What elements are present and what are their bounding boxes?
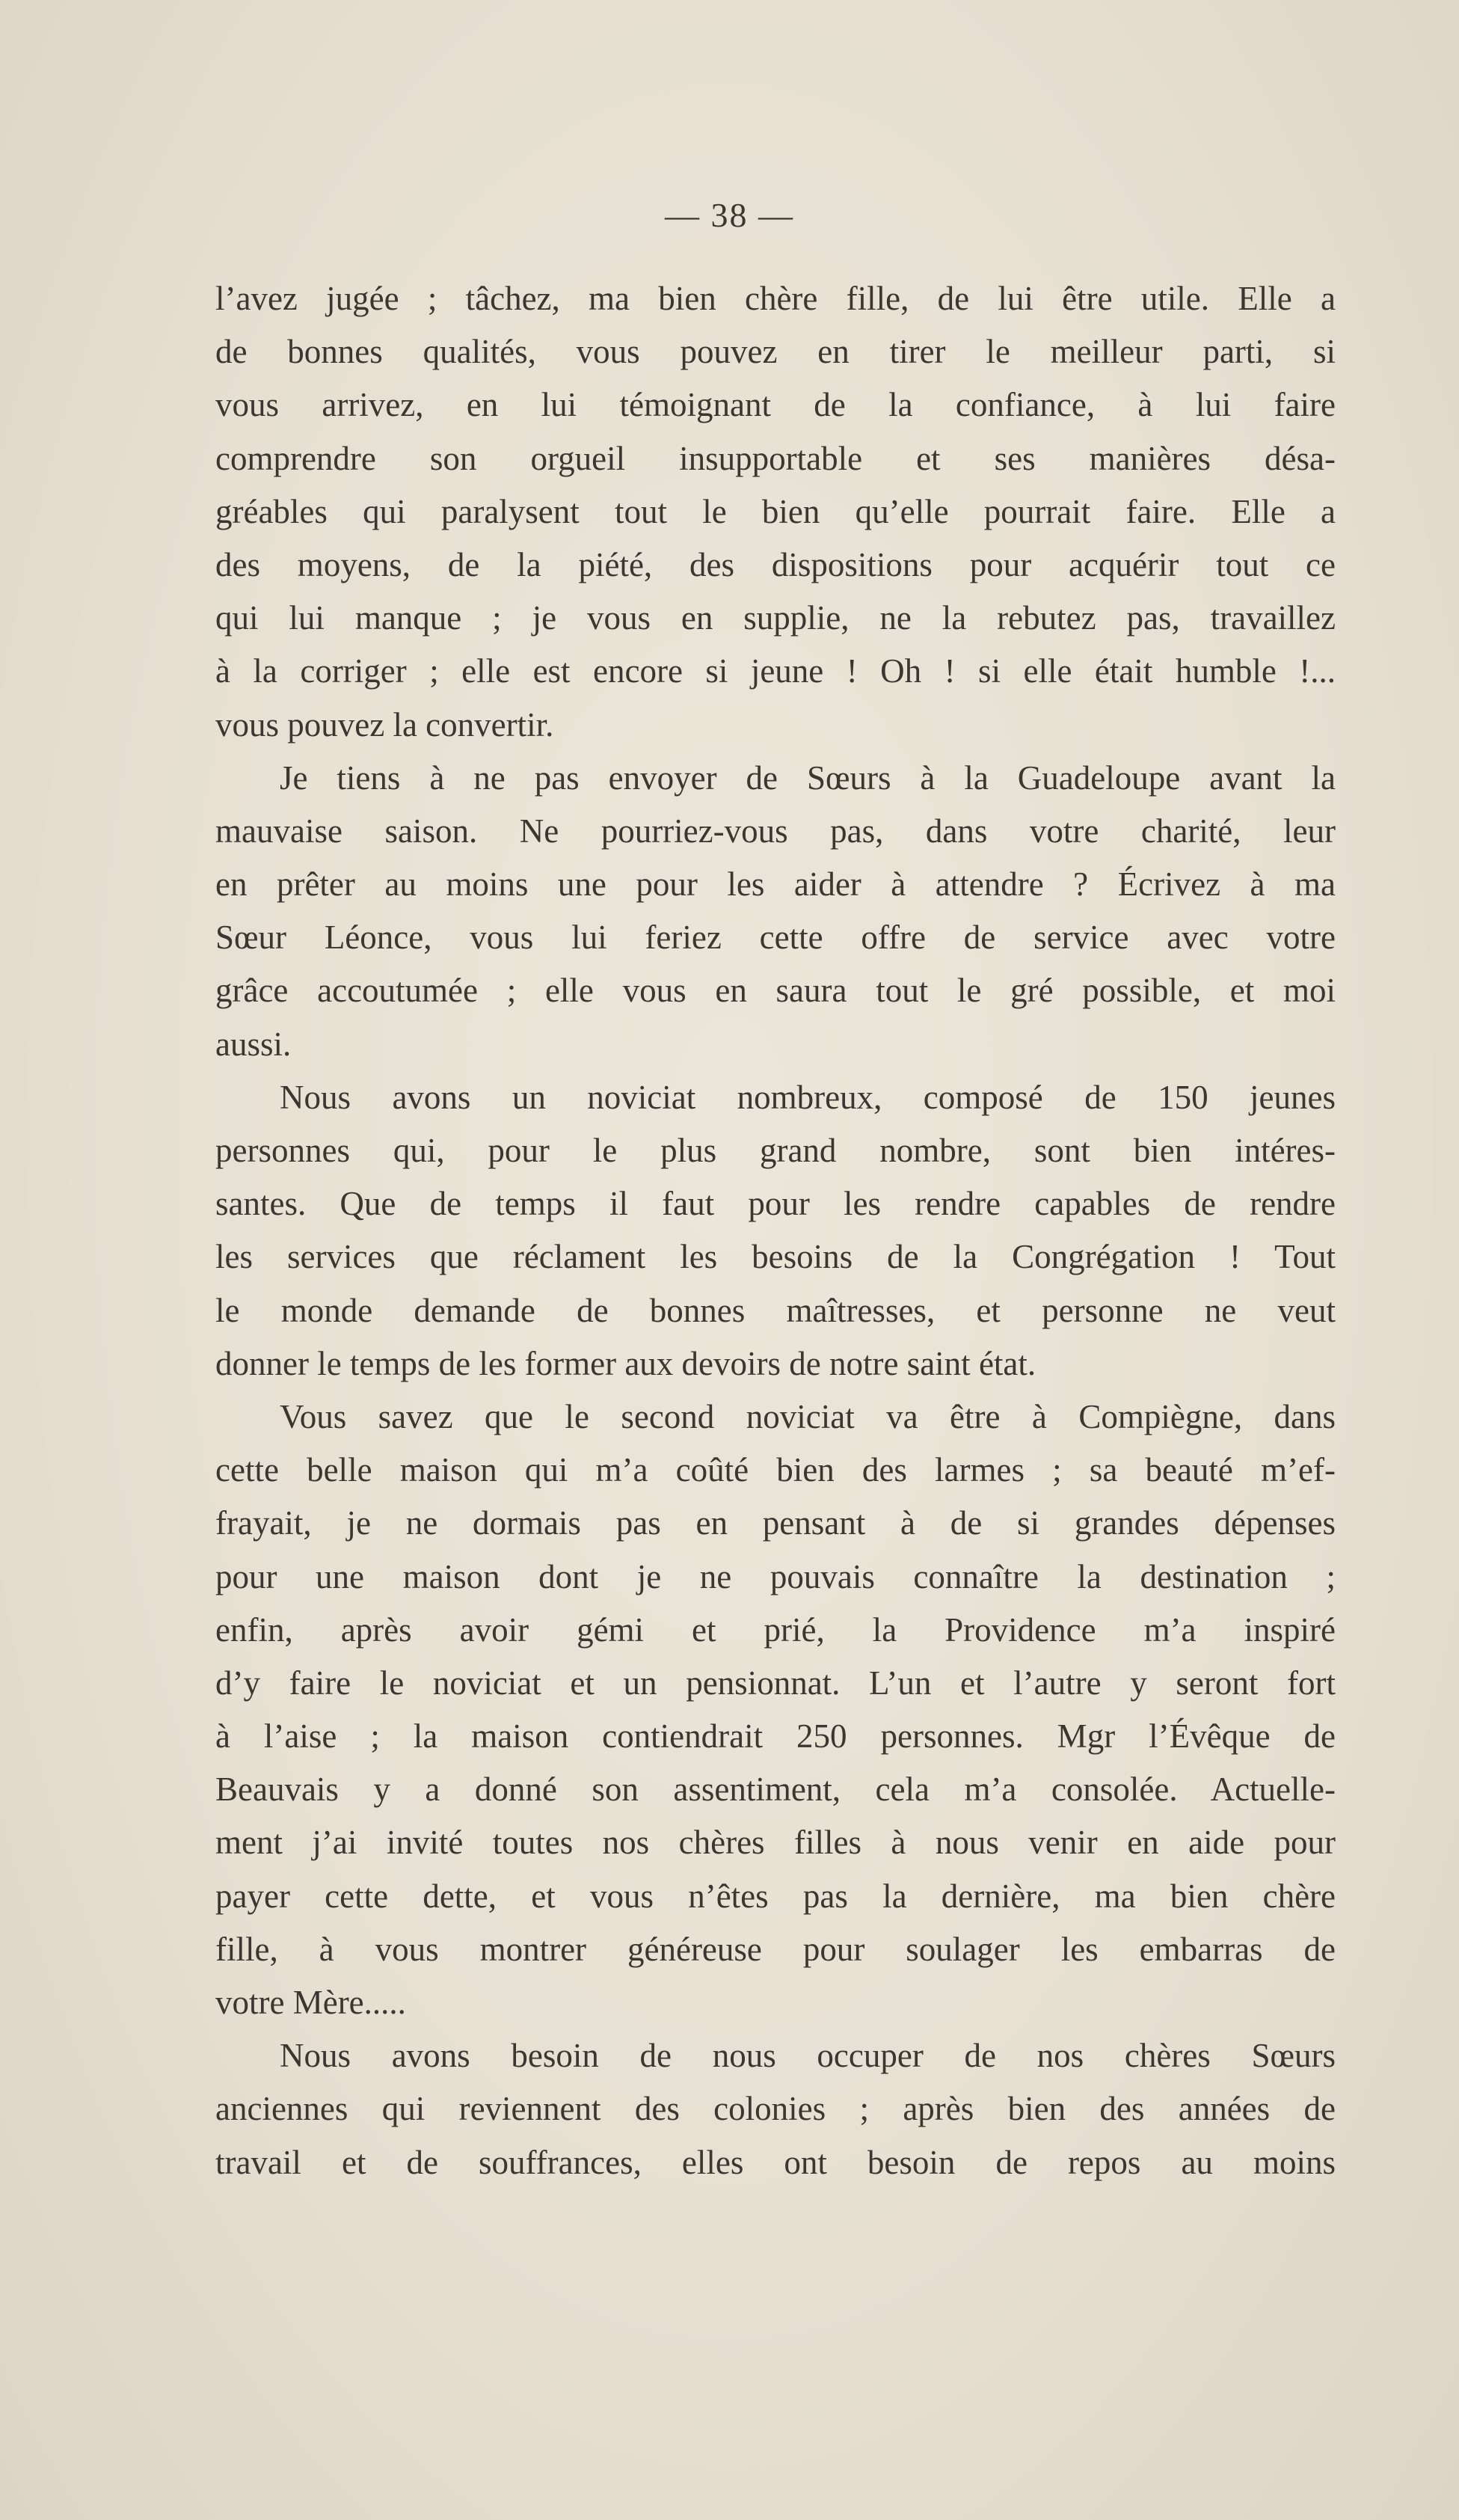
text-line: ment j’ai invité toutes nos chères filles à nous venir en aide pour xyxy=(215,1824,1336,1862)
text-line: donner le temps de les former aux devoirs de notre saint état. xyxy=(215,1344,1036,1382)
text-line: gréables qui paralysent tout le bien qu’elle pourrait faire. Elle a xyxy=(215,492,1336,530)
text-line: votre Mère..... xyxy=(215,1984,406,2021)
text-line: en prêter au moins une pour les aider à attendre ? Écrivez à ma xyxy=(215,865,1336,904)
text-line: l’avez jugée ; tâchez, ma bien chère fille, de lui être utile. Elle a xyxy=(215,280,1336,317)
text-line: mauvaise saison. Ne pourriez-vous pas, dans votre charité, leur xyxy=(215,812,1336,850)
page-number: — 38 — xyxy=(665,196,794,234)
text-line: Beauvais y a donné son assentiment, cela m’a consolée. Actuelle- xyxy=(215,1771,1336,1809)
text-line: Je tiens à ne pas envoyer de Sœurs à la Guadeloupe avant la xyxy=(280,758,1336,797)
text-line: à la corriger ; elle est encore si jeune ! Oh ! si elle était humble !... xyxy=(215,652,1336,690)
text-line: les services que réclament les besoins de la Congrégation ! Tout xyxy=(215,1238,1336,1276)
text-line: vous arrivez, en lui témoignant de la confiance, à lui faire xyxy=(215,386,1336,424)
text-line: pour une maison dont je ne pouvais connaître la destination ; xyxy=(215,1557,1336,1595)
text-line: santes. Que de temps il faut pour les rendre capables de rendre xyxy=(215,1185,1336,1223)
text-line: le monde demande de bonnes maîtresses, et personne ne veut xyxy=(215,1291,1336,1329)
text-line: cette belle maison qui m’a coûté bien des larmes ; sa beauté m’ef- xyxy=(215,1451,1336,1489)
text-line: des moyens, de la piété, des dispositions pour acquérir tout ce xyxy=(215,545,1336,583)
text-line: frayait, je ne dormais pas en pensant à de si grandes dépenses xyxy=(215,1504,1336,1542)
text-line: aussi. xyxy=(215,1025,292,1063)
text-line: fille, à vous montrer généreuse pour soulager les embarras de xyxy=(215,1930,1336,1968)
text-line: enfin, après avoir gémi et prié, la Providence m’a inspiré xyxy=(215,1610,1336,1649)
text-line: Nous avons un noviciat nombreux, composé de 150 jeunes xyxy=(280,1078,1336,1116)
text-line: de bonnes qualités, vous pouvez en tirer le meilleur parti, si xyxy=(215,333,1336,371)
text-line: personnes qui, pour le plus grand nombre, sont bien intéres- xyxy=(215,1132,1336,1169)
text-line: Sœur Léonce, vous lui feriez cette offre de service avec votre xyxy=(215,919,1336,957)
text-line: qui lui manque ; je vous en supplie, ne la rebutez pas, travaillez xyxy=(215,599,1336,637)
text-line: payer cette dette, et vous n’êtes pas la dernière, ma bien chère xyxy=(215,1877,1336,1915)
text-line: Nous avons besoin de nous occuper de nos chères Sœurs xyxy=(280,2037,1336,2075)
body-text xyxy=(215,272,1336,2189)
text-line: anciennes qui reviennent des colonies ; après bien des années de xyxy=(215,2090,1336,2128)
text-line: vous pouvez la convertir. xyxy=(215,705,554,744)
text-line: Vous savez que le second noviciat va être à Compiègne, dans xyxy=(280,1397,1336,1435)
text-line: travail et de souffrances, elles ont besoin de repos au moins xyxy=(215,2143,1336,2181)
text-line: comprendre son orgueil insupportable et ses manières désa- xyxy=(215,439,1336,477)
text-line: d’y faire le noviciat et un pensionnat. L’un et l’autre y seront fort xyxy=(215,1664,1336,1702)
text-line: à l’aise ; la maison contiendrait 250 personnes. Mgr l’Évêque de xyxy=(215,1717,1336,1756)
text-line: grâce accoutumée ; elle vous en saura tout le gré possible, et moi xyxy=(215,972,1336,1010)
